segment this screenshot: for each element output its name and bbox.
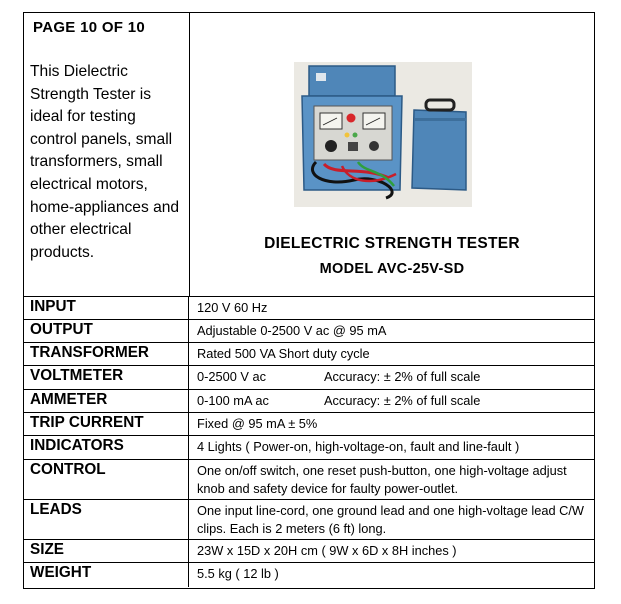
spec-value: 0-2500 V ac [197,369,267,384]
header-section [24,13,594,297]
spec-row-size [24,540,594,563]
spec-label: SIZE [24,540,189,562]
spec-row-ammeter [24,390,594,413]
spec-label: LEADS [24,500,189,539]
spec-value: Adjustable 0-2500 V ac @ 95 mA [197,323,387,338]
spec-row-output [24,320,594,343]
spec-accuracy: Accuracy: ± 2% of full scale [324,393,481,408]
spec-label: INDICATORS [24,436,189,459]
product-photo [294,62,472,207]
spec-row-control [24,460,594,500]
product-description: This Dielectric Strength Tester is ideal for testing control panels, small transformers, small electrical motors, home-appliances and other electrical products. [30,63,180,261]
spec-value: 0-100 mA ac [197,393,269,408]
spec-row-trip-current [24,413,594,436]
spec-table [24,297,594,587]
spec-value: One on/off switch, one reset push-button, one high-voltage adjust knob and safety device for faulty power-outlet. [197,463,567,496]
spec-row-input [24,297,594,320]
spec-accuracy: Accuracy: ± 2% of full scale [324,369,481,384]
product-title: DIELECTRIC STRENGTH TESTER [264,235,520,252]
spec-label: INPUT [24,297,189,319]
spec-label: CONTROL [24,460,189,499]
spec-row-weight [24,563,594,587]
spec-label: TRIP CURRENT [24,413,189,435]
spec-label: OUTPUT [24,320,189,342]
spec-value-container [197,392,588,410]
spec-label: VOLTMETER [24,366,189,389]
spec-label: WEIGHT [24,563,189,587]
spec-label: AMMETER [24,390,189,412]
spec-row-leads [24,500,594,540]
spec-row-indicators [24,436,594,460]
page-label: PAGE 10 OF 10 [33,19,145,36]
spec-value: One input line-cord, one ground lead and one high-voltage lead C/W clips. Each is 2 meters (6 ft) long. [197,503,585,536]
spec-value: Fixed @ 95 mA ± 5% [197,416,318,431]
product-model: MODEL AVC-25V-SD [319,261,465,277]
spec-row-transformer [24,343,594,366]
tester-illustration [294,62,472,207]
spec-value: 23W x 15D x 20H cm ( 9W x 6D x 8H inches ) [197,543,457,558]
spec-value: 5.5 kg ( 12 lb ) [197,566,279,581]
spec-sheet [23,12,595,589]
header-left-column [24,13,190,296]
spec-value-container [197,368,588,386]
spec-label: TRANSFORMER [24,343,189,365]
spec-row-voltmeter [24,366,594,390]
spec-value: 120 V 60 Hz [197,300,268,315]
spec-value: Rated 500 VA Short duty cycle [197,346,370,361]
spec-value: 4 Lights ( Power-on, high-voltage-on, fault and line-fault ) [197,439,520,454]
